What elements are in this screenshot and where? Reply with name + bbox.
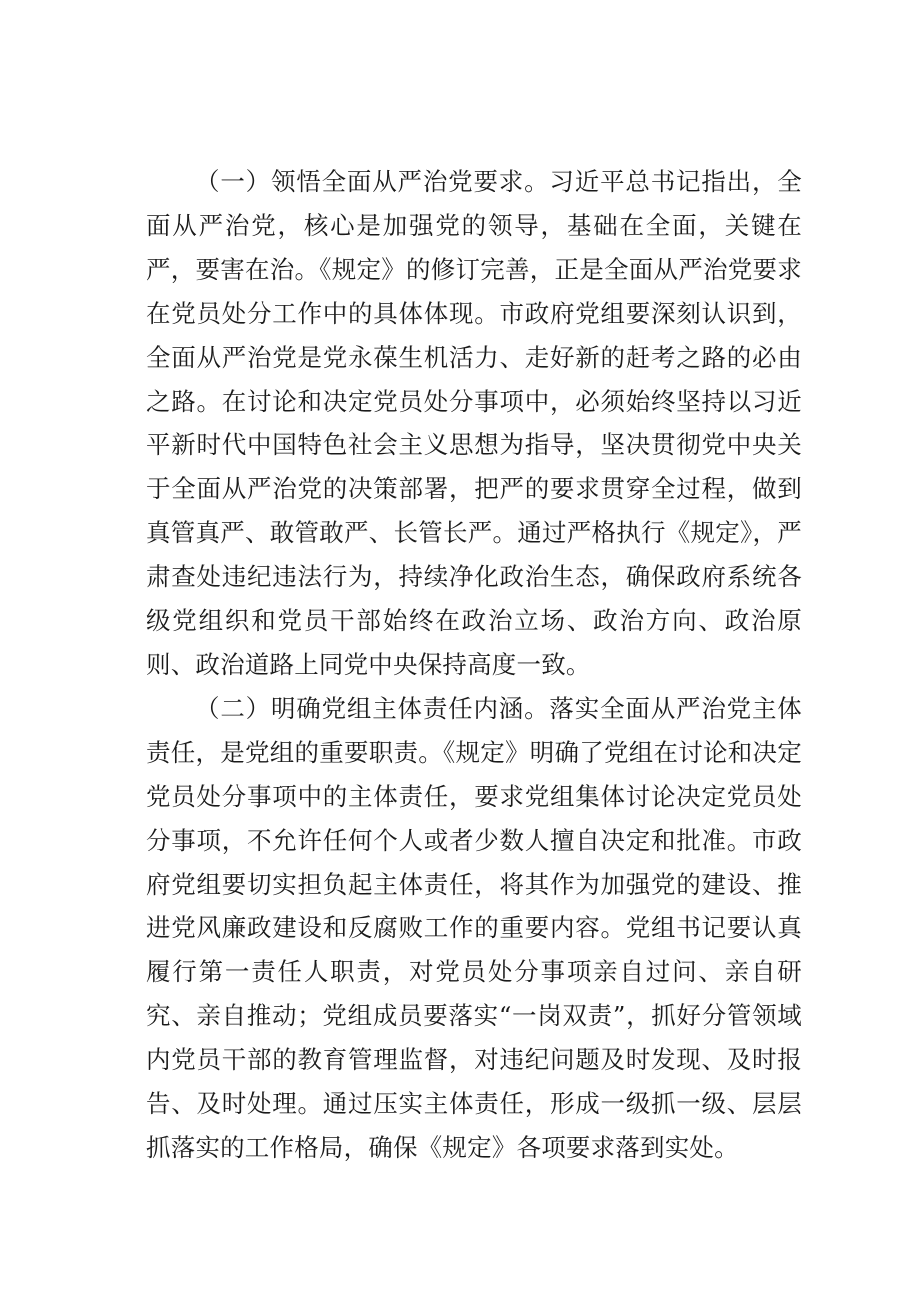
document-body [146, 160, 802, 1170]
paragraph-section-1: （一）领悟全面从严治党要求。习近平总书记指出，全面从严治党，核心是加强党的领导，基础在全面，关键在严，要害在治。《规定》的修订完善，正是全面从严治党要求在党员处分工作中的具体体现。市政府党组要深刻认识到，全面从严治党是党永葆生机活力、走好新的赶考之路的必由之路。在讨论和决定党员处分事项中，必须始终坚持以习近平新时代中国特色社会主义思想为指导，坚决贯彻党中央关于全面从严治党的决策部署，把严的要求贯穿全过程，做到真管真严、敢管敢严、长管长严。通过严格执行《规定》，严肃查处违纪违法行为，持续净化政治生态，确保政府系统各级党组织和党员干部始终在政治立场、政治方向、政治原则、政治道路上同党中央保持高度一致。 [146, 167, 802, 679]
paragraph-section-2: （二）明确党组主体责任内涵。落实全面从严治党主体责任，是党组的重要职责。《规定》明确了党组在讨论和决定党员处分事项中的主体责任，要求党组集体讨论决定党员处分事项，不允许任何个人或者少数人擅自决定和批准。市政府党组要切实担负起主体责任，将其作为加强党的建设、推进党风廉政建设和反腐败工作的重要内容。党组书记要认真履行第一责任人职责，对党员处分事项亲自过问、亲自研究、亲自推动；党组成员要落实“一岗双责”，抓好分管领域内党员干部的教育管理监督，对违纪问题及时发现、及时报告、及时处理。通过压实主体责任，形成一级抓一级、层层抓落实的工作格局，确保《规定》各项要求落到实处。 [146, 693, 802, 1162]
